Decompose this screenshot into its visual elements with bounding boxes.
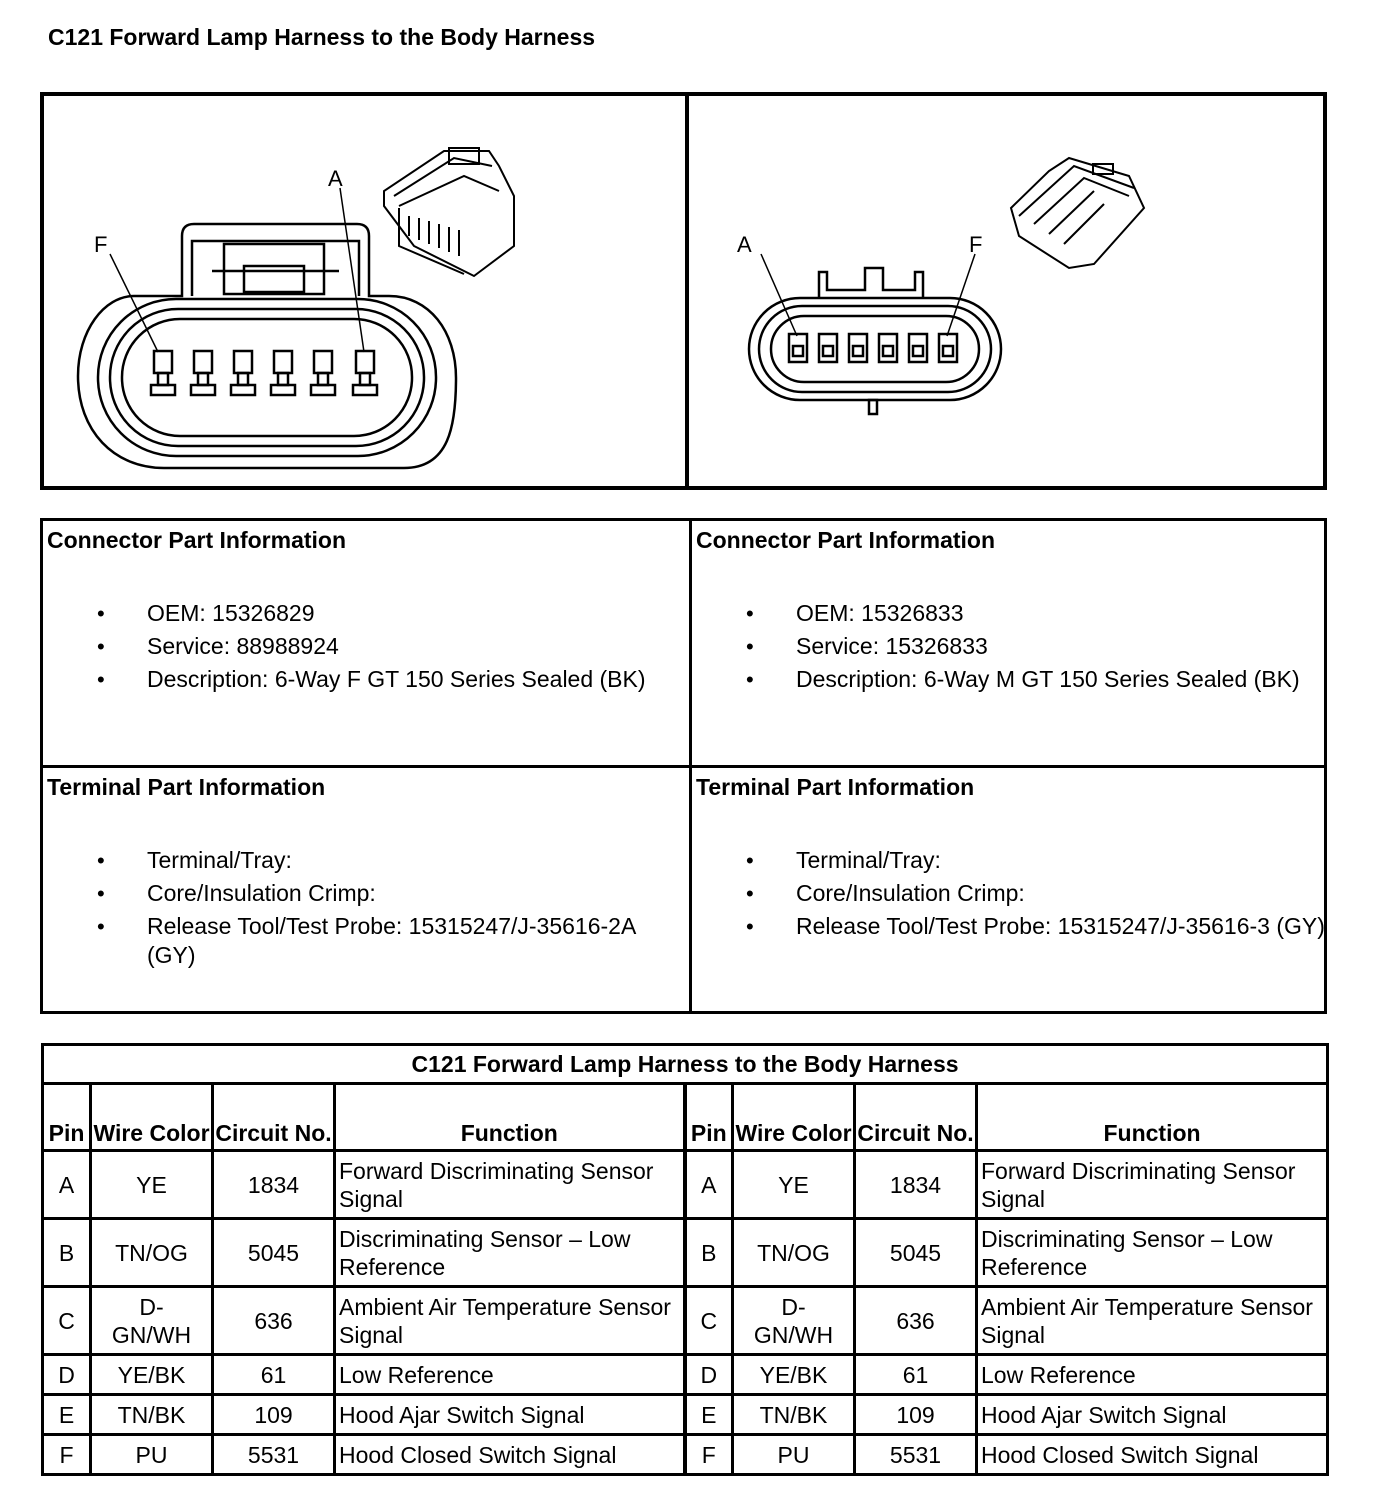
connector-info-right xyxy=(692,521,1332,765)
table-header-row xyxy=(43,1084,1328,1151)
list-item: • Description: 6-Way F GT 150 Series Sealed (BK) xyxy=(43,665,683,694)
male-connector-iso-icon xyxy=(1011,158,1144,268)
page-title: C121 Forward Lamp Harness to the Body Harness xyxy=(48,24,596,50)
wire-color-cell: PU xyxy=(733,1435,855,1475)
function-cell: Discriminating Sensor – Low Reference xyxy=(977,1219,1328,1287)
connector-info-list xyxy=(43,599,683,698)
function-cell: Discriminating Sensor – Low Reference xyxy=(335,1219,685,1287)
circuit-cell: 1834 xyxy=(213,1151,335,1219)
pin-cell: C xyxy=(685,1287,733,1355)
male-pin-blades xyxy=(789,334,957,362)
female-pin-cavities xyxy=(151,351,377,395)
pin-cell: E xyxy=(685,1395,733,1435)
header-function: Function xyxy=(977,1084,1328,1151)
pin-a-label: A xyxy=(737,232,752,257)
wire-color-cell: TN/OG xyxy=(733,1219,855,1287)
circuit-cell: 5045 xyxy=(855,1219,977,1287)
list-item: • Core/Insulation Crimp: xyxy=(692,879,1332,908)
wire-color-cell: D-GN/WH xyxy=(733,1287,855,1355)
terminal-info-left xyxy=(43,768,683,1011)
list-item: • Service: 88988924 xyxy=(43,632,683,661)
circuit-cell: 5531 xyxy=(855,1435,977,1475)
male-connector-diagram xyxy=(689,96,1329,486)
list-item: • Description: 6-Way M GT 150 Series Sealed (BK) xyxy=(692,665,1332,694)
wire-color-cell: TN/BK xyxy=(733,1395,855,1435)
function-cell: Ambient Air Temperature Sensor Signal xyxy=(335,1287,685,1355)
female-connector-iso-icon xyxy=(384,148,514,276)
table-row xyxy=(43,1435,1328,1475)
header-function: Function xyxy=(335,1084,685,1151)
table-row xyxy=(43,1151,1328,1219)
circuit-cell: 61 xyxy=(855,1355,977,1395)
function-cell: Low Reference xyxy=(977,1355,1328,1395)
connector-info-list xyxy=(692,599,1332,698)
list-item: • Terminal/Tray: xyxy=(43,846,683,875)
circuit-cell: 5045 xyxy=(213,1219,335,1287)
wire-color-cell: TN/BK xyxy=(91,1395,213,1435)
wire-color-cell: YE xyxy=(733,1151,855,1219)
pin-cell: F xyxy=(43,1435,91,1475)
function-cell: Ambient Air Temperature Sensor Signal xyxy=(977,1287,1328,1355)
pinout-table xyxy=(41,1043,1329,1476)
female-connector-diagram xyxy=(44,96,684,486)
part-info-grid xyxy=(40,518,1327,1014)
table-row xyxy=(43,1355,1328,1395)
connector-info-heading: Connector Part Information xyxy=(696,527,996,553)
terminal-info-heading: Terminal Part Information xyxy=(696,774,975,800)
circuit-cell: 109 xyxy=(213,1395,335,1435)
function-cell: Hood Ajar Switch Signal xyxy=(335,1395,685,1435)
list-item: • OEM: 15326833 xyxy=(692,599,1332,628)
function-cell: Hood Ajar Switch Signal xyxy=(977,1395,1328,1435)
pin-cell: E xyxy=(43,1395,91,1435)
wire-color-cell: YE xyxy=(91,1151,213,1219)
pin-cell: A xyxy=(43,1151,91,1219)
terminal-info-list xyxy=(43,846,683,974)
function-cell: Hood Closed Switch Signal xyxy=(335,1435,685,1475)
list-item: • Service: 15326833 xyxy=(692,632,1332,661)
function-cell: Low Reference xyxy=(335,1355,685,1395)
wire-color-cell: D-GN/WH xyxy=(91,1287,213,1355)
header-wire-color: Wire Color xyxy=(91,1084,213,1151)
header-pin: Pin xyxy=(43,1084,91,1151)
header-pin: Pin xyxy=(685,1084,733,1151)
pin-cell: D xyxy=(685,1355,733,1395)
list-item: • Release Tool/Test Probe: 15315247/J-35616-3 (GY) xyxy=(692,912,1332,941)
pin-cell: D xyxy=(43,1355,91,1395)
circuit-cell: 636 xyxy=(855,1287,977,1355)
function-cell: Forward Discriminating Sensor Signal xyxy=(977,1151,1328,1219)
pin-cell: B xyxy=(43,1219,91,1287)
circuit-cell: 636 xyxy=(213,1287,335,1355)
header-circuit: Circuit No. xyxy=(855,1084,977,1151)
circuit-cell: 109 xyxy=(855,1395,977,1435)
pin-cell: A xyxy=(685,1151,733,1219)
table-row xyxy=(43,1219,1328,1287)
list-item: • Release Tool/Test Probe: 15315247/J-35616-2A (GY) xyxy=(43,912,683,970)
wire-color-cell: YE/BK xyxy=(733,1355,855,1395)
wire-color-cell: TN/OG xyxy=(91,1219,213,1287)
circuit-cell: 1834 xyxy=(855,1151,977,1219)
list-item: • Terminal/Tray: xyxy=(692,846,1332,875)
terminal-info-heading: Terminal Part Information xyxy=(47,774,326,800)
terminal-info-right xyxy=(692,768,1332,1011)
table-row xyxy=(43,1395,1328,1435)
terminal-info-list xyxy=(692,846,1332,945)
pin-cell: F xyxy=(685,1435,733,1475)
table-row xyxy=(43,1287,1328,1355)
connector-diagram-panel xyxy=(40,92,1327,490)
function-cell: Hood Closed Switch Signal xyxy=(977,1435,1328,1475)
function-cell: Forward Discriminating Sensor Signal xyxy=(335,1151,685,1219)
pin-cell: B xyxy=(685,1219,733,1287)
header-circuit: Circuit No. xyxy=(213,1084,335,1151)
connector-info-left xyxy=(43,521,683,765)
list-item: • Core/Insulation Crimp: xyxy=(43,879,683,908)
circuit-cell: 5531 xyxy=(213,1435,335,1475)
pin-a-label: A xyxy=(328,166,343,191)
wire-color-cell: YE/BK xyxy=(91,1355,213,1395)
list-item: • OEM: 15326829 xyxy=(43,599,683,628)
pin-f-label: F xyxy=(969,232,983,257)
header-wire-color: Wire Color xyxy=(733,1084,855,1151)
circuit-cell: 61 xyxy=(213,1355,335,1395)
pin-f-label: F xyxy=(94,232,108,257)
table-caption: C121 Forward Lamp Harness to the Body Harness xyxy=(43,1045,1328,1084)
connector-info-heading: Connector Part Information xyxy=(47,527,347,553)
wire-color-cell: PU xyxy=(91,1435,213,1475)
pin-cell: C xyxy=(43,1287,91,1355)
